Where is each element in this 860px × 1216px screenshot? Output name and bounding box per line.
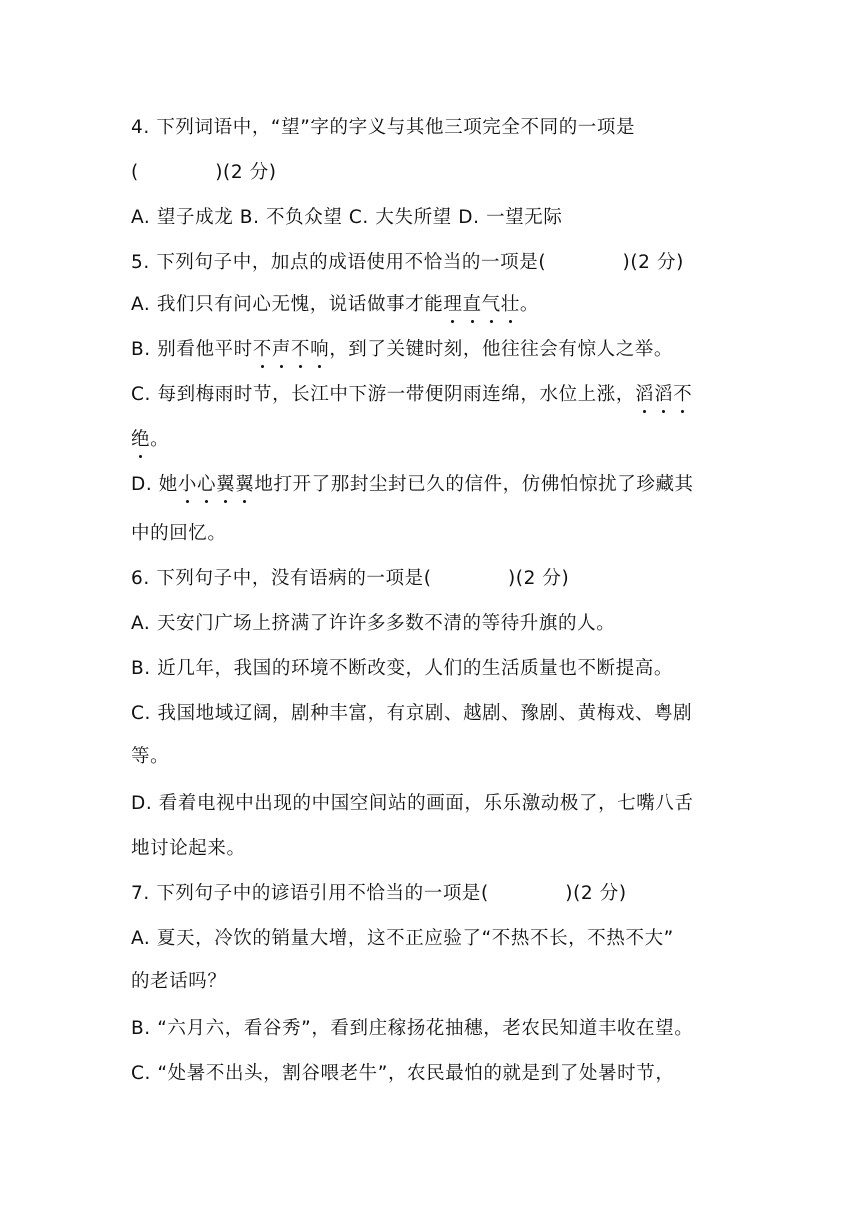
emphasis-dot-char: 滔 bbox=[654, 382, 673, 408]
option-text: 。 bbox=[150, 429, 170, 450]
question-6-option-d: D. 看着电视中出现的中国空间站的画面，乐乐激动极了，七嘴八舌 bbox=[131, 793, 694, 814]
emphasis-dot-char: 绝 bbox=[131, 427, 150, 453]
dotted-idiom bbox=[443, 294, 519, 315]
emphasis-dot-char: 翼 bbox=[216, 472, 235, 498]
option-text: 。 bbox=[519, 294, 539, 315]
question-4-answer-blank: ( )(2 分) bbox=[131, 162, 277, 183]
question-7-stem: 7. 下列句子中的谚语引用不恰当的一项是( )(2 分) bbox=[131, 883, 627, 904]
question-5-option-c-continued bbox=[131, 427, 169, 453]
question-5-option-a bbox=[131, 292, 539, 318]
emphasis-dot-char: 不 bbox=[291, 337, 310, 363]
question-6-option-d-continued: 地讨论起来。 bbox=[131, 838, 246, 859]
option-text: ，到了关键时刻，他往往会有惊人之举。 bbox=[329, 339, 674, 360]
option-text: D. 她 bbox=[131, 474, 178, 495]
question-5-option-d-continued: 中的回忆。 bbox=[131, 523, 227, 544]
question-5-option-d bbox=[131, 472, 694, 498]
option-text: 地打开了那封尘封已久的信件，仿佛怕惊扰了珍藏其 bbox=[254, 474, 694, 495]
emphasis-dot-char: 直 bbox=[463, 292, 482, 318]
question-5-option-b bbox=[131, 337, 673, 363]
option-text: C. 每到梅雨时节，长江中下游一带便阴雨连绵，水位上涨， bbox=[131, 384, 635, 405]
emphasis-dot-char: 气 bbox=[482, 292, 501, 318]
question-7-option-a-continued: 的老话吗？ bbox=[131, 971, 227, 992]
question-6-option-c-continued: 等。 bbox=[131, 746, 170, 767]
question-6-option-c: C. 我国地域辽阔，剧种丰富，有京剧、越剧、豫剧、黄梅戏、粤剧 bbox=[131, 703, 693, 724]
dotted-idiom bbox=[253, 339, 329, 360]
question-6-option-b: B. 近几年，我国的环境不断改变，人们的生活质量也不断提高。 bbox=[131, 658, 673, 679]
emphasis-dot-char: 不 bbox=[253, 337, 272, 363]
emphasis-dot-char: 滔 bbox=[635, 382, 654, 408]
question-7-option-b: B. “六月六，看谷秀”，看到庄稼扬花抽穗，老农民知道丰收在望。 bbox=[131, 1018, 694, 1039]
question-4-options: A. 望子成龙 B. 不负众望 C. 大失所望 D. 一望无际 bbox=[131, 207, 563, 228]
emphasis-dot-char: 小 bbox=[178, 472, 197, 498]
emphasis-dot-char: 响 bbox=[310, 337, 329, 363]
emphasis-dot-char: 壮 bbox=[501, 292, 520, 318]
dotted-idiom bbox=[178, 474, 254, 495]
question-6-stem: 6. 下列句子中，没有语病的一项是( )(2 分) bbox=[131, 568, 570, 589]
question-7-option-a: A. 夏天，冷饮的销量大增，这不正应验了“不热不长，不热不大” bbox=[131, 928, 674, 949]
option-text: A. 我们只有问心无愧，说话做事才能 bbox=[131, 294, 444, 315]
question-5-stem: 5. 下列句子中，加点的成语使用不恰当的一项是( )(2 分) bbox=[131, 252, 684, 273]
question-7-option-c: C. “处暑不出头，割谷喂老牛”，农民最怕的就是到了处暑时节， bbox=[131, 1063, 675, 1084]
question-5-option-c bbox=[131, 382, 692, 408]
dotted-idiom bbox=[131, 429, 150, 450]
emphasis-dot-char: 声 bbox=[272, 337, 291, 363]
emphasis-dot-char: 理 bbox=[443, 292, 462, 318]
emphasis-dot-char: 翼 bbox=[235, 472, 254, 498]
question-4-stem: 4. 下列词语中，“望”字的字义与其他三项完全不同的一项是 bbox=[131, 117, 636, 138]
emphasis-dot-char: 心 bbox=[197, 472, 216, 498]
option-text: B. 别看他平时 bbox=[131, 339, 253, 360]
dotted-idiom bbox=[635, 384, 692, 405]
emphasis-dot-char: 不 bbox=[673, 382, 692, 408]
question-6-option-a: A. 天安门广场上挤满了许许多多数不清的等待升旗的人。 bbox=[131, 613, 616, 634]
